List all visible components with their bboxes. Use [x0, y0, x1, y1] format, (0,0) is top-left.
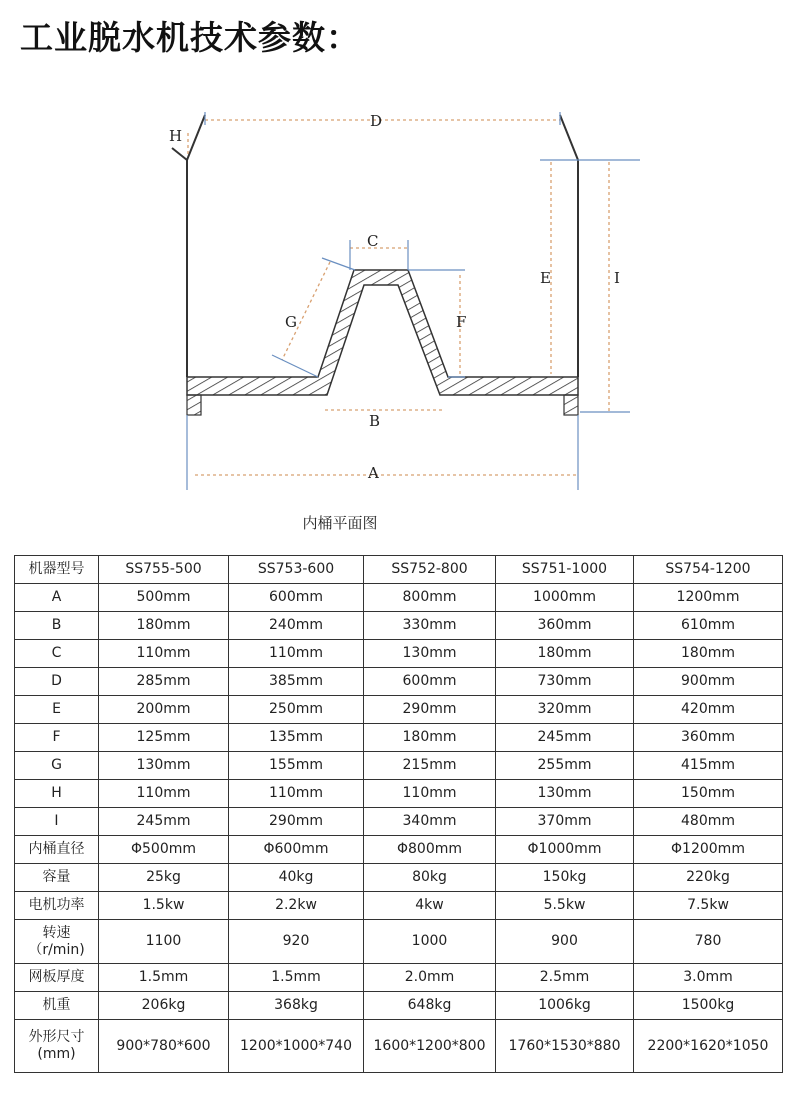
value-cell [634, 920, 783, 964]
dim-label-c: C [367, 232, 379, 250]
row-label-cell [15, 1020, 99, 1073]
value-cell [364, 892, 496, 920]
cell-text: 420mm [681, 701, 735, 717]
cell-text: 机器型号 [28, 561, 85, 577]
cell-text: E [52, 701, 61, 717]
value-cell [99, 780, 229, 808]
cell-text: 200mm [136, 701, 191, 717]
value-cell [496, 696, 634, 724]
cell-text: 135mm [269, 729, 323, 745]
value-cell [496, 992, 634, 1020]
dim-label-e: E [540, 269, 551, 287]
value-cell [364, 1020, 496, 1073]
row-label-cell [15, 920, 99, 964]
table-row [15, 724, 783, 752]
cell-text: Φ500mm [130, 841, 197, 857]
cell-text: 2.5mm [539, 969, 590, 985]
value-cell [229, 920, 364, 964]
cell-text: 290mm [402, 701, 457, 717]
table-row [15, 640, 783, 668]
value-cell [496, 612, 634, 640]
dim-label-d: D [370, 112, 383, 130]
row-label-cell [15, 892, 99, 920]
value-cell [634, 964, 783, 992]
cell-text: 网板厚度 [28, 969, 85, 985]
value-cell [99, 696, 229, 724]
cell-text: 610mm [681, 617, 735, 633]
dim-label-b: B [369, 412, 381, 430]
cell-text: 110mm [402, 785, 457, 801]
table-row [15, 752, 783, 780]
value-cell [634, 724, 783, 752]
value-cell [634, 780, 783, 808]
table-row [15, 584, 783, 612]
value-cell [364, 920, 496, 964]
spec-table-body [15, 556, 783, 1073]
cell-text: 7.5kw [687, 897, 729, 913]
cell-text: 360mm [537, 617, 592, 633]
cell-text: 285mm [136, 673, 191, 689]
cell-text: 245mm [537, 729, 592, 745]
cell-text: H [51, 785, 62, 801]
value-cell [496, 556, 634, 584]
cell-text: 250mm [269, 701, 323, 717]
row-label-cell [15, 864, 99, 892]
cell-text: I [54, 813, 59, 829]
cell-text: SS754-1200 [665, 561, 751, 577]
cell-text: 150mm [681, 785, 735, 801]
cell-text: B [51, 617, 62, 633]
value-cell [229, 992, 364, 1020]
table-row [15, 892, 783, 920]
cell-text: A [51, 589, 62, 605]
dimension-lines [188, 120, 609, 475]
value-cell [229, 612, 364, 640]
cell-text: 机重 [42, 997, 71, 1013]
value-cell [364, 584, 496, 612]
cell-text: Φ1000mm [527, 841, 602, 857]
cell-text: 330mm [402, 617, 457, 633]
value-cell [99, 724, 229, 752]
value-cell [99, 640, 229, 668]
cell-text: 220kg [686, 869, 730, 885]
row-label-cell [15, 992, 99, 1020]
table-row [15, 992, 783, 1020]
value-cell [364, 556, 496, 584]
row-label-cell [15, 752, 99, 780]
cell-text: 130mm [136, 757, 191, 773]
cell-text: 245mm [136, 813, 191, 829]
value-cell [496, 752, 634, 780]
value-cell [496, 640, 634, 668]
diagram-caption: 内桶平面图 [302, 514, 378, 532]
cell-text: 215mm [402, 757, 457, 773]
cell-text: 648kg [407, 997, 452, 1013]
cell-text: 385mm [269, 673, 323, 689]
row-label-cell [15, 780, 99, 808]
cell-text: 180mm [136, 617, 191, 633]
drum-bottom-profile [187, 270, 578, 415]
value-cell [634, 668, 783, 696]
row-label-cell [15, 640, 99, 668]
cell-text: 415mm [681, 757, 735, 773]
cell-text: 1200*1000*740 [240, 1037, 352, 1054]
cell-text: 1760*1530*880 [508, 1037, 621, 1054]
cell-text: 1006kg [538, 997, 591, 1013]
value-cell [634, 892, 783, 920]
cell-text: 110mm [269, 785, 323, 801]
value-cell [634, 992, 783, 1020]
cell-text: SS753-600 [257, 561, 335, 577]
spec-table [14, 555, 783, 1073]
cell-text: 25kg [146, 869, 181, 885]
value-cell [496, 584, 634, 612]
table-row [15, 808, 783, 836]
value-cell [229, 808, 364, 836]
value-cell [634, 1020, 783, 1073]
value-cell [496, 964, 634, 992]
value-cell [229, 1020, 364, 1073]
cell-text: 180mm [402, 729, 457, 745]
row-label-cell [15, 612, 99, 640]
cell-text: 容量 [42, 869, 71, 885]
value-cell [229, 892, 364, 920]
table-row [15, 668, 783, 696]
unit-text: （r/min) [28, 941, 85, 958]
cell-text: 150kg [542, 869, 587, 885]
value-cell [229, 696, 364, 724]
cell-text: SS751-1000 [521, 561, 608, 577]
value-cell [364, 668, 496, 696]
value-cell [99, 964, 229, 992]
value-cell [99, 864, 229, 892]
cell-text: 1500kg [681, 997, 735, 1013]
cell-text: 1.5mm [271, 969, 321, 985]
value-cell [364, 864, 496, 892]
value-cell [496, 1020, 634, 1073]
cell-text: 800mm [402, 589, 457, 605]
value-cell [634, 584, 783, 612]
value-cell [99, 992, 229, 1020]
value-cell [229, 964, 364, 992]
row-label-cell [15, 696, 99, 724]
cell-text: 130mm [537, 785, 592, 801]
cell-text: 180mm [537, 645, 592, 661]
cell-text: 360mm [681, 729, 735, 745]
cell-text: 900 [551, 933, 578, 949]
cell-text: 900*780*600 [116, 1037, 211, 1054]
value-cell [496, 780, 634, 808]
cell-text: 780 [694, 933, 722, 949]
table-row [15, 920, 783, 964]
value-cell [229, 724, 364, 752]
table-row [15, 780, 783, 808]
row-label-cell [15, 836, 99, 864]
cell-text: 240mm [269, 617, 323, 633]
cell-text: 320mm [537, 701, 592, 717]
page-title: 工业脱水机技术参数： [20, 18, 360, 57]
cell-text: G [51, 757, 62, 773]
value-cell [99, 584, 229, 612]
cell-text: 40kg [278, 869, 314, 885]
cell-text: F [52, 729, 61, 745]
value-cell [99, 612, 229, 640]
value-cell [496, 836, 634, 864]
value-cell [99, 556, 229, 584]
value-cell [634, 808, 783, 836]
value-cell [634, 864, 783, 892]
inner-drum-diagram [0, 0, 790, 540]
value-cell [229, 640, 364, 668]
value-cell [364, 612, 496, 640]
dim-label-f: F [456, 313, 467, 331]
value-cell [229, 864, 364, 892]
cell-text: Φ600mm [263, 841, 329, 857]
cell-text: 730mm [537, 673, 592, 689]
cell-text: 1.5kw [142, 897, 185, 913]
dim-label-g: G [285, 313, 297, 331]
cell-text: 290mm [269, 813, 323, 829]
table-row [15, 864, 783, 892]
unit-text: (mm) [37, 1046, 76, 1062]
value-cell [364, 780, 496, 808]
cell-text: 2.0mm [404, 969, 455, 985]
cell-text: 电机功率 [28, 897, 85, 913]
cell-text: Φ800mm [396, 841, 463, 857]
cell-text: 500mm [136, 589, 191, 605]
table-row [15, 836, 783, 864]
value-cell [496, 724, 634, 752]
value-cell [229, 780, 364, 808]
value-cell [634, 752, 783, 780]
cell-text: 内桶直径 [28, 841, 85, 857]
cell-text: D [51, 673, 62, 689]
cell-text: 1200mm [676, 589, 740, 605]
value-cell [99, 1020, 229, 1073]
cell-text: 900mm [681, 673, 735, 689]
row-label-cell [15, 808, 99, 836]
table-header-row [15, 556, 783, 584]
value-cell [634, 836, 783, 864]
value-cell [634, 612, 783, 640]
value-cell [99, 920, 229, 964]
cell-text: Φ1200mm [671, 841, 745, 857]
table-row [15, 696, 783, 724]
value-cell [496, 920, 634, 964]
cell-text: 110mm [269, 645, 323, 661]
cell-text: SS752-800 [391, 561, 468, 577]
table-row [15, 964, 783, 992]
cell-text: 155mm [269, 757, 323, 773]
value-cell [364, 808, 496, 836]
cell-text: 4kw [415, 897, 444, 913]
cell-text: 2.2kw [275, 897, 317, 913]
cell-text: 110mm [136, 645, 191, 661]
cell-text: 206kg [141, 997, 186, 1013]
cell-text: 80kg [412, 869, 447, 885]
cell-text: 255mm [537, 757, 592, 773]
value-cell [99, 668, 229, 696]
dim-label-i: I [614, 269, 620, 287]
cell-text: 920 [282, 933, 310, 949]
row-label-cell [15, 724, 99, 752]
cell-text: 340mm [402, 813, 457, 829]
row-label-cell [15, 584, 99, 612]
value-cell [364, 752, 496, 780]
value-cell [364, 724, 496, 752]
row-label-cell [15, 556, 99, 584]
cell-text: 外形尺寸 [28, 1029, 85, 1045]
cell-text: 转速 [42, 924, 71, 941]
value-cell [229, 836, 364, 864]
cell-text: 480mm [681, 813, 735, 829]
value-cell [99, 892, 229, 920]
row-label-cell [15, 964, 99, 992]
row-label-cell [15, 668, 99, 696]
cell-text: 180mm [681, 645, 735, 661]
cell-text: 1600*1200*800 [373, 1037, 486, 1054]
cell-text: 130mm [402, 645, 457, 661]
value-cell [496, 864, 634, 892]
cell-text: SS755-500 [125, 561, 202, 577]
cell-text: C [51, 645, 62, 661]
value-cell [229, 556, 364, 584]
cell-text: 600mm [402, 673, 457, 689]
value-cell [229, 668, 364, 696]
cell-text: 1000 [411, 933, 448, 949]
value-cell [364, 992, 496, 1020]
cell-text: 1100 [145, 933, 182, 949]
value-cell [634, 556, 783, 584]
cell-text: 110mm [136, 785, 191, 801]
cell-text: 5.5kw [543, 897, 586, 913]
table-row [15, 612, 783, 640]
cell-text: 3.0mm [683, 969, 733, 985]
value-cell [229, 752, 364, 780]
cell-text: 1.5mm [138, 969, 189, 985]
cell-text: 2200*1620*1050 [647, 1037, 769, 1054]
value-cell [99, 752, 229, 780]
value-cell [634, 696, 783, 724]
cell-text: 368kg [274, 997, 318, 1013]
dim-label-a: A [368, 464, 379, 482]
value-cell [496, 808, 634, 836]
cell-text: 1000mm [533, 589, 596, 605]
value-cell [496, 892, 634, 920]
cell-text: 370mm [537, 813, 592, 829]
value-cell [99, 808, 229, 836]
table-row [15, 1020, 783, 1073]
value-cell [364, 964, 496, 992]
value-cell [99, 836, 229, 864]
value-cell [364, 640, 496, 668]
value-cell [229, 584, 364, 612]
cell-text: 600mm [269, 589, 323, 605]
cell-text: 125mm [136, 729, 191, 745]
dim-label-h: H [169, 127, 183, 145]
value-cell [364, 836, 496, 864]
value-cell [364, 696, 496, 724]
value-cell [496, 668, 634, 696]
value-cell [634, 640, 783, 668]
